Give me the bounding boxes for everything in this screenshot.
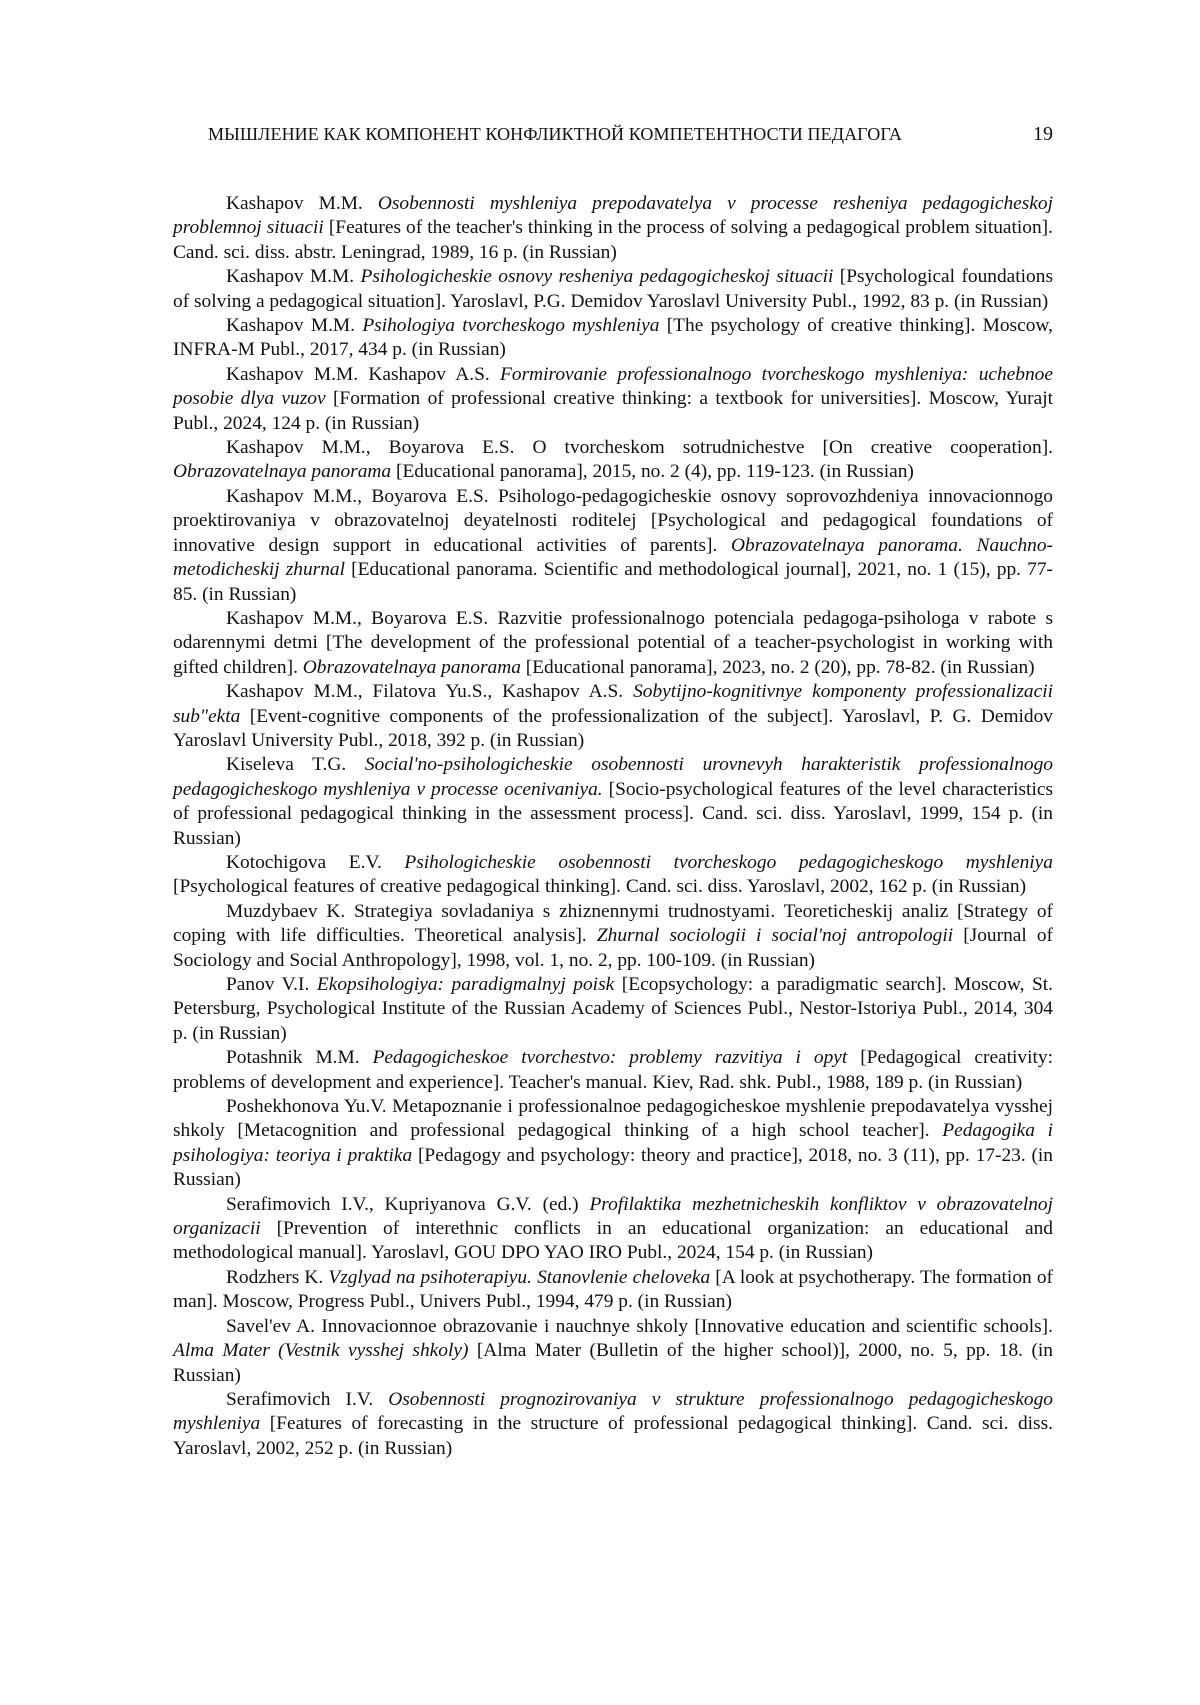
reference-title: Sobytijno-kognitivnye komponenty professionalizacii sub"ekta (173, 681, 1053, 726)
reference-lead: Kotochigova E.V. (226, 852, 404, 873)
reference-title: Formirovanie professionalnogo tvorcheskogo myshleniya: uchebnoe posobie dlya vuzov (173, 364, 1053, 409)
running-title: МЫШЛЕНИЕ КАК КОМПОНЕНТ КОНФЛИКТНОЙ КОМПЕТЕНТНОСТИ ПЕДАГОГА (208, 124, 902, 145)
reference-item (173, 851, 1053, 900)
reference-rest: [Features of the teacher's thinking in the process of solving a pedagogical problem situation]. Cand. sci. diss. abstr. Leningrad, 1989, 16 p. (in Russian) (173, 217, 1053, 262)
reference-lead: Kashapov M.M., Filatova Yu.S., Kashapov A.S. (226, 681, 633, 702)
reference-title: Obrazovatelnaya panorama. Nauchno-metodicheskij zhurnal (173, 535, 1053, 580)
reference-title: Psihologicheskie osnovy resheniya pedagogicheskoj situacii (361, 266, 834, 287)
reference-lead: Kashapov M.M., Boyarova E.S. Razvitie professionalnogo potenciala pedagoga-psihologa v rabote s odarennymi detmi [The development of the professional potential of a teacher-psychologist in working with gifted children]. (173, 608, 1053, 678)
reference-lead: Kashapov M.M. (226, 315, 362, 336)
reference-list (173, 192, 1053, 1461)
reference-title: Pedagogicheskoe tvorchestvo: problemy razvitiya i opyt (373, 1047, 848, 1068)
reference-title: Ekopsihologiya: paradigmalnyj poisk (317, 974, 614, 995)
reference-rest: [Pedagogy and psychology: theory and practice], 2018, no. 3 (11), pp. 17-23. (in Russian) (173, 1145, 1053, 1190)
reference-item (173, 363, 1053, 436)
reference-item (173, 1266, 1053, 1315)
reference-rest: [Psychological features of creative pedagogical thinking]. Cand. sci. diss. Yaroslavl, 2002, 162 p. (in Russian) (173, 876, 1026, 897)
reference-title: Pedagogika i psihologiya: teoriya i praktika (173, 1120, 1053, 1165)
reference-item (173, 753, 1053, 851)
reference-title: Alma Mater (Vestnik vysshej shkoly) (173, 1340, 468, 1361)
reference-item (173, 485, 1053, 607)
reference-title: Zhurnal sociologii i social'noj antropologii (597, 925, 953, 946)
reference-rest: [Educational panorama. Scientific and methodological journal], 2021, no. 1 (15), pp. 77-85. (in Russian) (173, 559, 1053, 604)
reference-item (173, 436, 1053, 485)
reference-title: Profilaktika mezhetnicheskih konfliktov v obrazovatelnoj organizacii (173, 1194, 1053, 1239)
reference-rest: [Prevention of interethnic conflicts in an educational organization: an educational and methodological manual]. Yaroslavl, GOU DPO YAO IRO Publ., 2024, 154 p. (in Russian) (173, 1218, 1053, 1263)
reference-rest: [Psychological foundations of solving a pedagogical situation]. Yaroslavl, P.G. Demidov Yaroslavl University Publ., 1992, 83 p. (in Russian) (173, 266, 1053, 311)
reference-title: Psihologiya tvorcheskogo myshleniya (362, 315, 659, 336)
running-header (173, 124, 1053, 152)
reference-item (173, 1193, 1053, 1266)
reference-item (173, 1046, 1053, 1095)
reference-lead: Muzdybaev K. Strategiya sovladaniya s zhiznennymi trudnostyami. Teoreticheskij analiz [Strategy of coping with life difficulties. Theoretical analysis]. (173, 901, 1053, 946)
reference-rest: [Pedagogical creativity: problems of development and experience]. Teacher's manual. Kiev, Rad. shk. Publ., 1988, 189 p. (in Russian) (173, 1047, 1053, 1092)
reference-title: Osobennosti prognozirovaniya v strukture professionalnogo pedagogicheskogo myshleniya (173, 1389, 1053, 1434)
reference-lead: Serafimovich I.V. (226, 1389, 388, 1410)
reference-title: Obrazovatelnaya panorama (303, 657, 521, 678)
page-number: 19 (1033, 123, 1053, 146)
reference-lead: Kiseleva T.G. (226, 754, 365, 775)
reference-rest: [Alma Mater (Bulletin of the higher school)], 2000, no. 5, pp. 18. (in Russian) (173, 1340, 1053, 1385)
reference-title: Osobennosti myshleniya prepodavatelya v processe resheniya pedagogicheskoj problemnoj situacii (173, 193, 1053, 238)
reference-rest: [Socio-psychological features of the level characteristics of professional pedagogical thinking in the assessment process]. Cand. sci. diss. Yaroslavl, 1999, 154 p. (in Russian) (173, 779, 1053, 849)
reference-item (173, 973, 1053, 1046)
reference-item (173, 314, 1053, 363)
reference-rest: [The psychology of creative thinking]. Moscow, INFRA-M Publ., 2017, 434 p. (in Russian) (173, 315, 1053, 360)
reference-title: Social'no-psihologicheskie osobennosti urovnevyh harakteristik professionalnogo pedagogicheskogo myshleniya v processe ocenivaniya. (173, 754, 1053, 799)
reference-rest: [Educational panorama], 2015, no. 2 (4), pp. 119-123. (in Russian) (391, 461, 914, 482)
reference-rest: [Journal of Sociology and Social Anthropology], 1998, vol. 1, no. 2, pp. 100-109. (in Russian) (173, 925, 1053, 970)
reference-lead: Potashnik M.M. (226, 1047, 373, 1068)
reference-lead: Savel'ev A. Innovacionnoe obrazovanie i nauchnye shkoly [Innovative education and scientific schools]. (226, 1316, 1053, 1337)
reference-item (173, 607, 1053, 680)
reference-item (173, 680, 1053, 753)
reference-lead: Kashapov M.M. Kashapov A.S. (226, 364, 500, 385)
reference-rest: [A look at psychotherapy. The formation of man]. Moscow, Progress Publ., Univers Publ., 1994, 479 p. (in Russian) (173, 1267, 1053, 1312)
reference-rest: [Ecopsychology: a paradigmatic search]. Moscow, St. Petersburg, Psychological Institute of the Russian Academy of Sciences Publ., Nestor-Istoriya Publ., 2014, 304 p. (in Russian) (173, 974, 1053, 1044)
reference-item (173, 900, 1053, 973)
reference-lead: Kashapov M.M. (226, 193, 378, 214)
reference-item (173, 265, 1053, 314)
reference-title: Obrazovatelnaya panorama (173, 461, 391, 482)
reference-item (173, 1315, 1053, 1388)
reference-title: Psihologicheskie osobennosti tvorcheskogo pedagogicheskogo myshleniya (404, 852, 1053, 873)
reference-item (173, 1095, 1053, 1193)
reference-lead: Rodzhers K. (226, 1267, 328, 1288)
reference-rest: [Formation of professional creative thinking: a textbook for universities]. Moscow, Yurajt Publ., 2024, 124 p. (in Russian) (173, 388, 1053, 433)
reference-item (173, 192, 1053, 265)
journal-page (0, 0, 1200, 1705)
reference-rest: [Features of forecasting in the structure of professional pedagogical thinking]. Cand. sci. diss. Yaroslavl, 2002, 252 p. (in Russian) (173, 1413, 1053, 1458)
reference-title: Vzglyad na psihoterapiyu. Stanovlenie cheloveka (328, 1267, 710, 1288)
reference-lead: Serafimovich I.V., Kupriyanova G.V. (ed.) (226, 1194, 589, 1215)
reference-lead: Kashapov M.M., Boyarova E.S. O tvorcheskom sotrudnichestve [On creative cooperation]. (226, 437, 1053, 458)
reference-item (173, 1388, 1053, 1461)
reference-rest: [Educational panorama], 2023, no. 2 (20), pp. 78-82. (in Russian) (521, 657, 1035, 678)
reference-lead: Kashapov M.M., Boyarova E.S. Psihologo-pedagogicheskie osnovy soprovozhdeniya innovacionnogo proektirovaniya v obrazovatelnoj deyatelnosti roditelej [Psychological and pedagogical foundations of innovative design support in educational activities of parents]. (173, 486, 1053, 556)
reference-lead: Poshekhonova Yu.V. Metapoznanie i professionalnoe pedagogicheskoe myshlenie prepodavatelya vysshej shkoly [Metacognition and professional pedagogical thinking of a high school teacher]. (173, 1096, 1053, 1141)
reference-rest: [Event-cognitive components of the professionalization of the subject]. Yaroslavl, P. G. Demidov Yaroslavl University Publ., 2018, 392 p. (in Russian) (173, 706, 1053, 751)
reference-lead: Kashapov M.M. (226, 266, 361, 287)
reference-lead: Panov V.I. (226, 974, 317, 995)
